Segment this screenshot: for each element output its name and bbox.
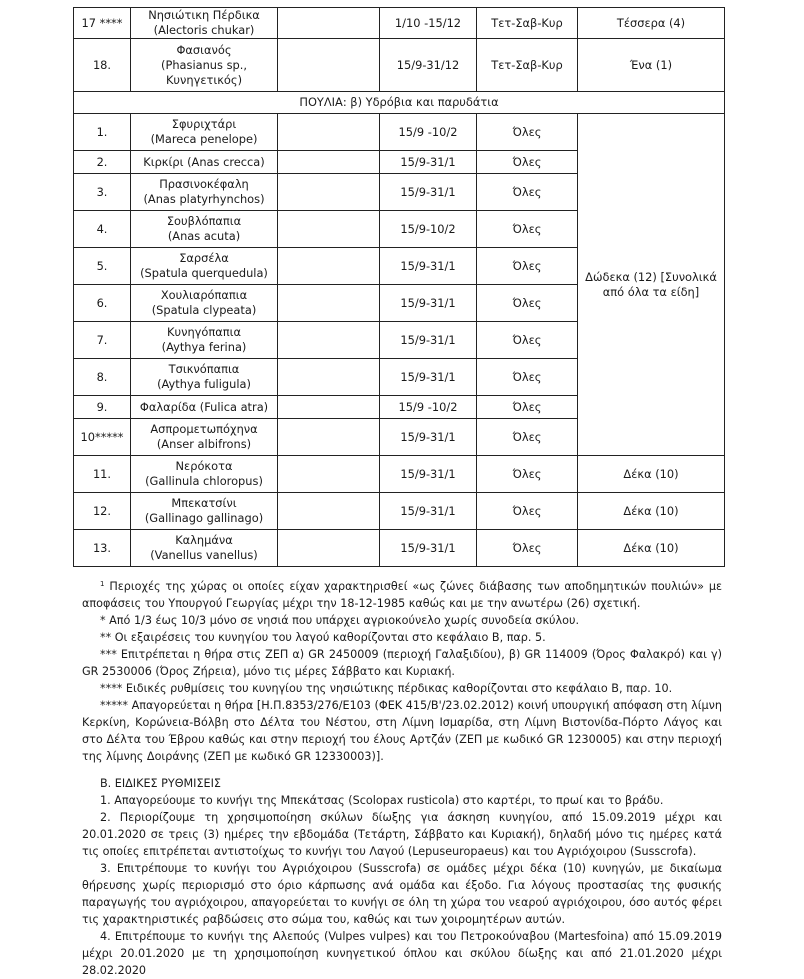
- period-cell: 15/9-31/1: [380, 359, 477, 396]
- species-latin: (Aythya ferina): [161, 340, 247, 354]
- period-cell: 15/9 -10/2: [380, 396, 477, 419]
- days-cell: Όλες: [477, 322, 578, 359]
- limit-cell: Δέκα (10): [578, 456, 725, 493]
- species-latin: (Anas acuta): [167, 229, 241, 243]
- days-cell: Όλες: [477, 211, 578, 248]
- table-row: [74, 8, 725, 39]
- section-b-paragraph-1: 1. Απαγορεύουμε το κυνήγι της Μπεκάτσας (Scolopax rusticola) στο καρτέρι, το πρωί και το βράδυ.: [100, 794, 664, 807]
- period-cell: 15/9-31/1: [380, 456, 477, 493]
- row-number: 3.: [74, 174, 131, 211]
- period-cell: 15/9-31/1: [380, 151, 477, 174]
- species-name: Καλημάνα: [175, 533, 233, 547]
- species-latin: (Gallinula chloropus): [145, 474, 263, 488]
- footnote-star-5: ***** Απαγορεύεται η θήρα [Η.Π.8353/276/Ε103 (ΦΕΚ 415/Β'/23.02.2012) κοινή υπουργική απόφαση στη λίμνη Κερκίνη, Κορώνεια-Βόλβη στο Δέλτα του Νέστου, στη Λίμνη Ισμαρίδα, στη Λίμνη Βιστονίδα-Πόρτο Λάγος και στο Δέλτα του Έβρου καθώς και στην περιοχή του έλους Αρτζάν (ΖΕΠ με κωδικό GR 1230005) και στην περιοχή της λίμνης Δοιράνης (ΖΕΠ με κωδικό GR 12330003)].: [82, 699, 722, 763]
- species-name: Σφυριχτάρι: [171, 117, 237, 131]
- row-number: 2.: [74, 151, 131, 174]
- empty-cell: [278, 493, 380, 530]
- species-name: Κυνηγόπαπια: [167, 325, 241, 339]
- merged-limit-cell: Δώδεκα (12) [Συνολικά από όλα τα είδη]: [578, 114, 725, 456]
- period-cell: 15/9-31/12: [380, 39, 477, 92]
- section-b-heading: Β. ΕΙΔΙΚΕΣ ΡΥΘΜΙΣΕΙΣ: [100, 777, 221, 790]
- row-number: 13.: [74, 530, 131, 567]
- days-cell: Όλες: [477, 493, 578, 530]
- empty-cell: [278, 39, 380, 92]
- footnote-mark: 1: [100, 580, 105, 588]
- period-cell: 15/9-31/1: [380, 285, 477, 322]
- days-cell: Τετ-Σαβ-Κυρ: [477, 39, 578, 92]
- table-row: [74, 530, 725, 567]
- empty-cell: [278, 285, 380, 322]
- limit-cell: Ένα (1): [578, 39, 725, 92]
- species-name: Χουλιαρόπαπια: [160, 288, 248, 302]
- empty-cell: [278, 248, 380, 285]
- table-row: [74, 456, 725, 493]
- species-cell: [131, 114, 278, 151]
- table-row: [74, 39, 725, 92]
- footnote-star-2: ** Οι εξαιρέσεις του κυνηγίου του λαγού καθορίζονται στο κεφάλαιο Β, παρ. 5.: [100, 631, 546, 644]
- days-cell: Όλες: [477, 359, 578, 396]
- species-latin: (Mareca penelope): [150, 132, 258, 146]
- days-cell: Όλες: [477, 151, 578, 174]
- species-latin: (Gallinago gallinago): [144, 511, 264, 525]
- species-latin: (Spatula querquedula): [140, 266, 268, 280]
- row-number: 4.: [74, 211, 131, 248]
- species-cell: [131, 211, 278, 248]
- species-latin: (Anser albifrons): [156, 437, 252, 451]
- days-cell: Όλες: [477, 456, 578, 493]
- species-name: Ασπρομετωπόχηνα: [150, 422, 258, 436]
- species-cell: Κιρκίρι (Anas crecca): [131, 151, 278, 174]
- footnote-text: Περιοχές της χώρας οι οποίες είχαν χαρακτηρισθεί «ως ζώνες διάβασης των αποδημητικών πουλιών» με αποφάσεις του Υπουργού Γεωργίας μέχρι την 18-12-1985 καθώς και με την ανωτέρω (26) σχετική.: [82, 580, 723, 610]
- period-cell: 15/9-31/1: [380, 322, 477, 359]
- footnote-star-3: *** Επιτρέπεται η θήρα στις ΖΕΠ α) GR 2450009 (περιοχή Γαλαξιδίου), β) GR 114009 (Όρος Φαλακρό) και γ) GR 2530006 (Όρος Ζήρεια), μόνο τις μέρες Σάββατο και Κυριακή.: [82, 648, 722, 678]
- empty-cell: [278, 530, 380, 567]
- days-cell: Όλες: [477, 114, 578, 151]
- limit-cell: Τέσσερα (4): [578, 8, 725, 39]
- period-cell: 15/9 -10/2: [380, 114, 477, 151]
- footnotes-and-section-b: [82, 576, 722, 979]
- limit-cell: Δέκα (10): [578, 493, 725, 530]
- days-cell: Όλες: [477, 530, 578, 567]
- species-cell: [131, 39, 278, 92]
- row-number: 7.: [74, 322, 131, 359]
- species-name: Νησιώτικη Πέρδικα: [148, 8, 260, 22]
- row-number: 18.: [74, 39, 131, 92]
- species-cell: [131, 419, 278, 456]
- empty-cell: [278, 396, 380, 419]
- species-cell: [131, 8, 278, 39]
- period-cell: 15/9-31/1: [380, 493, 477, 530]
- species-cell: [131, 456, 278, 493]
- section-b-paragraph-3: 3. Επιτρέπουμε το κυνήγι του Αγριόχοιρου (Susscrofa) σε ομάδες μέχρι δέκα (10) κυνηγών, με δικαίωμα θήρευσης χωρίς περιορισμό στο όριο κάρπωσης ανά ομάδα και έξοδο. Για λόγους προστασίας της φυσικής παραγωγής του αγριόχοιρου, απαγορεύεται το κυνήγι σε όλη τη χώρα του νεαρού αγριόχοιρου, όσο αυτός φέρει τις χαρακτηριστικές ραβδώσεις στο σώμα του, καθώς και των χοιρομητέρων αυτών.: [82, 862, 722, 926]
- species-latin: (Vanellus vanellus): [150, 548, 258, 562]
- section-row: [74, 92, 725, 114]
- section-b-paragraph-2: 2. Περιορίζουμε τη χρησιμοποίηση σκύλων δίωξης για άσκηση κυνηγίου, από 15.09.2019 μέχρι και 20.01.2020 σε τρεις (3) ημέρες την εβδομάδα (Τετάρτη, Σάββατο και Κυριακή), δηλαδή μόνο τις ημέρες κατά τις οποίες επιτρέπεται αντιστοίχως το κυνήγι του Λαγού (Lepuseuropaeus) και του Αγριόχοιρου (Susscrofa).: [82, 811, 722, 858]
- empty-cell: [278, 174, 380, 211]
- period-cell: 15/9-31/1: [380, 530, 477, 567]
- empty-cell: [278, 359, 380, 396]
- section-title: ΠΟΥΛΙΑ: β) Υδρόβια και παρυδάτια: [74, 92, 725, 114]
- species-cell: [131, 174, 278, 211]
- species-cell: [131, 322, 278, 359]
- section-b-paragraph-4: 4. Επιτρέπουμε το κυνήγι της Αλεπούς (Vulpes vulpes) και του Πετροκούναβου (Martesfoina) από 15.09.2019 μέχρι 20.01.2020 με τη χρησιμοποίηση κυνηγετικού όπλου και σκύλου δίωξης και από 21.01.2020 μέχρι 28.02.2020: [82, 930, 722, 977]
- empty-cell: [278, 8, 380, 39]
- period-cell: 1/10 -15/12: [380, 8, 477, 39]
- row-number: 9.: [74, 396, 131, 419]
- species-name: Τσικνόπαπια: [168, 362, 240, 376]
- row-number: 1.: [74, 114, 131, 151]
- period-cell: 15/9-31/1: [380, 419, 477, 456]
- row-number: 17 ****: [74, 8, 131, 39]
- days-cell: Όλες: [477, 419, 578, 456]
- row-number: 8.: [74, 359, 131, 396]
- species-name: Σαρσέλα: [179, 251, 229, 265]
- species-name: Νερόκοτα: [175, 459, 233, 473]
- empty-cell: [278, 211, 380, 248]
- empty-cell: [278, 151, 380, 174]
- period-cell: 15/9-31/1: [380, 248, 477, 285]
- species-name: Μπεκατσίνι: [171, 496, 237, 510]
- species-latin: (Phasianus sp.,: [161, 57, 247, 72]
- row-number: 10*****: [74, 419, 131, 456]
- hunting-table: [73, 7, 725, 567]
- species-latin: (Alectoris chukar): [153, 23, 255, 37]
- species-cell: [131, 493, 278, 530]
- row-number: 6.: [74, 285, 131, 322]
- table-row: [74, 114, 725, 151]
- limit-cell: Δέκα (10): [578, 530, 725, 567]
- species-cell: [131, 285, 278, 322]
- table-row: [74, 493, 725, 530]
- species-latin: (Aythya fuligula): [157, 377, 251, 391]
- species-cell: Φαλαρίδα (Fulica atra): [131, 396, 278, 419]
- footnote-star-4: **** Ειδικές ρυθμίσεις του κυνηγίου της νησιώτικης πέρδικας καθορίζονται στο κεφάλαιο Β, παρ. 10.: [100, 682, 673, 695]
- days-cell: Όλες: [477, 396, 578, 419]
- period-cell: 15/9-31/1: [380, 174, 477, 211]
- species-cell: [131, 359, 278, 396]
- empty-cell: [278, 419, 380, 456]
- species-latin: (Anas platyrhynchos): [143, 192, 265, 206]
- empty-cell: [278, 114, 380, 151]
- days-cell: Όλες: [477, 248, 578, 285]
- species-name: Σουβλόπαπια: [166, 214, 242, 228]
- row-number: 5.: [74, 248, 131, 285]
- period-cell: 15/9-10/2: [380, 211, 477, 248]
- footnote-1: [82, 576, 722, 612]
- species-cell: [131, 530, 278, 567]
- empty-cell: [278, 322, 380, 359]
- footnote-star-1: * Από 1/3 έως 10/3 μόνο σε νησιά που υπάρχει αγριοκούνελο χωρίς συνοδεία σκύλου.: [100, 614, 580, 627]
- row-number: 11.: [74, 456, 131, 493]
- species-latin: (Spatula clypeata): [151, 303, 257, 317]
- species-name: Φασιανός: [176, 42, 232, 57]
- empty-cell: [278, 456, 380, 493]
- species-name: Πρασινοκέφαλη: [159, 177, 249, 191]
- days-cell: Όλες: [477, 174, 578, 211]
- species-cell: [131, 248, 278, 285]
- days-cell: Όλες: [477, 285, 578, 322]
- species-latin-2: Κυνηγετικός): [165, 72, 243, 87]
- row-number: 12.: [74, 493, 131, 530]
- days-cell: Τετ-Σαβ-Κυρ: [477, 8, 578, 39]
